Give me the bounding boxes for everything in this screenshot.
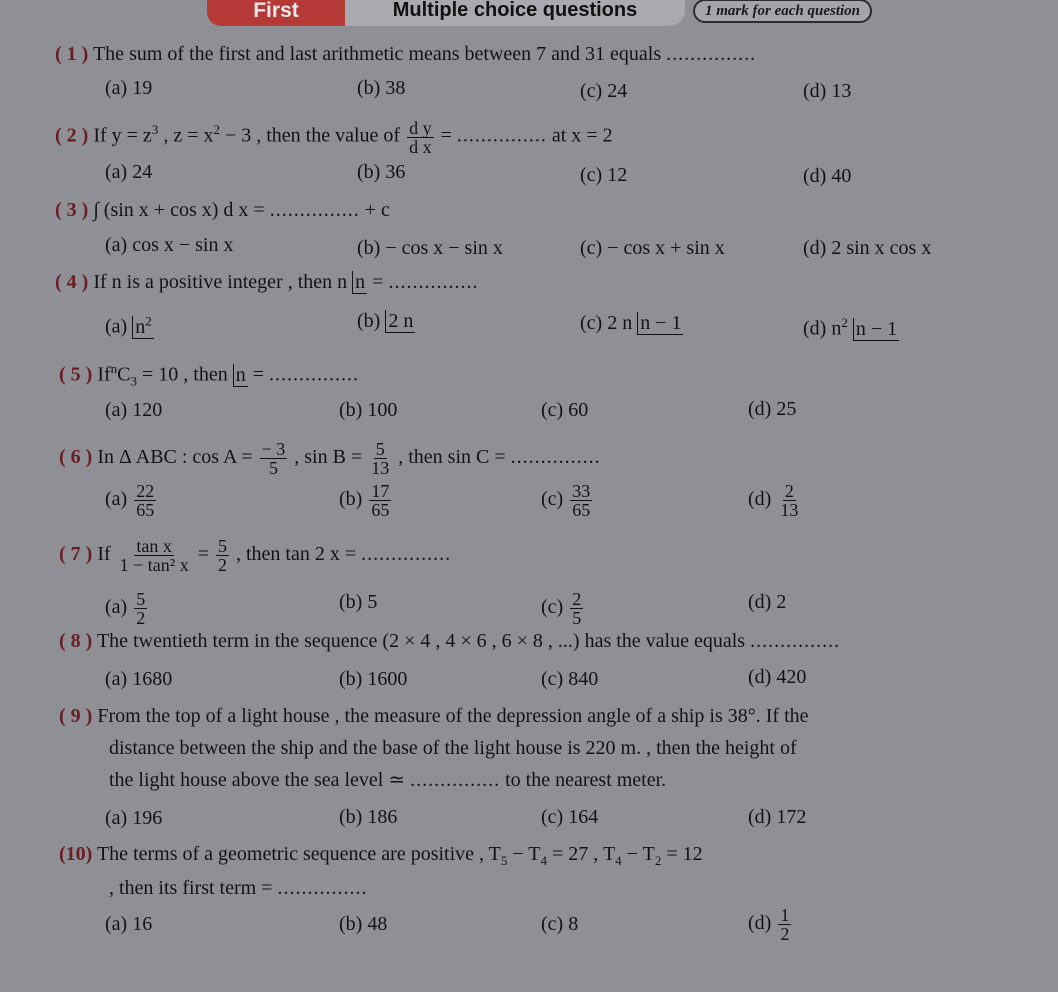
- answer-blank: ...............: [269, 199, 360, 221]
- subscript: 3: [130, 373, 137, 389]
- option-d[interactable]: [803, 311, 899, 341]
- option-label: (a): [105, 596, 128, 619]
- numerator: 5: [136, 589, 146, 609]
- answer-blank: ...............: [361, 543, 452, 566]
- option-d[interactable]: [748, 906, 793, 943]
- factorial: 2 n: [385, 310, 415, 333]
- answer-blank: ...............: [510, 446, 601, 469]
- section-title: Multiple choice questions: [345, 0, 685, 26]
- subscript: 5: [500, 853, 508, 868]
- factorial: n: [233, 364, 248, 387]
- question-text: If: [97, 363, 111, 386]
- numerator: − 3: [261, 439, 286, 459]
- option-d[interactable]: (d) 25: [748, 398, 797, 420]
- option-a[interactable]: (a) 196: [105, 807, 163, 829]
- question-text: In Δ ABC : cos A =: [97, 446, 253, 469]
- option-b[interactable]: (b) 48: [339, 913, 388, 935]
- option-c[interactable]: [541, 590, 585, 627]
- option-b[interactable]: (b) 186: [339, 806, 398, 828]
- denominator: 2: [780, 924, 790, 944]
- option-label: (d) n: [803, 317, 842, 340]
- option-a[interactable]: [105, 482, 158, 519]
- option-d[interactable]: (d) 2: [748, 591, 787, 613]
- option-c[interactable]: [580, 311, 683, 335]
- fraction: [134, 482, 156, 519]
- denominator: 1 − tan² x: [119, 555, 189, 575]
- denominator: 5: [572, 608, 582, 628]
- option-a[interactable]: [105, 309, 154, 339]
- question-text: to the nearest meter.: [505, 769, 667, 791]
- answer-blank: ...............: [269, 363, 359, 386]
- option-b[interactable]: (b) − cos x − sin x: [357, 237, 503, 259]
- denominator: 2: [217, 555, 227, 575]
- fraction: [134, 590, 147, 627]
- answer-blank: ...............: [666, 43, 757, 65]
- question-number: ( 8 ): [59, 630, 93, 652]
- option-c[interactable]: (c) 24: [580, 80, 628, 102]
- fraction: [369, 482, 391, 519]
- question-text: − T: [507, 843, 541, 865]
- fraction: [407, 119, 434, 156]
- option-label: (d): [748, 488, 772, 511]
- question-text: , z = x: [163, 124, 214, 147]
- fraction: [570, 590, 583, 627]
- exponent: 2: [841, 315, 848, 330]
- question-text: , then its first term =: [109, 877, 273, 899]
- question-9-line-3: [109, 768, 666, 792]
- option-a[interactable]: [105, 590, 149, 627]
- question-text: The twentieth term in the sequence (2 × 4 , 4 × 6 , 6 × 8 , ...) has the value equals: [96, 630, 746, 652]
- option-d[interactable]: [748, 482, 802, 519]
- question-text: ∫ (sin x + cos x) d x =: [93, 199, 265, 221]
- option-a[interactable]: (a) 19: [105, 77, 153, 99]
- base: n: [135, 315, 146, 338]
- fraction: [570, 482, 592, 519]
- section-label: First: [207, 0, 345, 26]
- option-d[interactable]: (d) 420: [748, 666, 807, 688]
- answer-blank: ...............: [410, 769, 501, 791]
- fraction: [778, 482, 800, 519]
- question-number: ( 1 ): [55, 43, 89, 65]
- option-label: (d): [748, 912, 772, 935]
- subscript: 4: [540, 853, 548, 868]
- denominator: 65: [572, 500, 591, 520]
- option-c[interactable]: (c) 840: [541, 668, 599, 690]
- question-5: [59, 357, 359, 394]
- option-a[interactable]: (a) cos x − sin x: [105, 234, 234, 256]
- question-text: = 27 , T: [547, 843, 616, 865]
- option-label: (a): [105, 315, 128, 338]
- option-c[interactable]: (c) 8: [541, 913, 579, 935]
- denominator: 13: [371, 458, 390, 478]
- denominator: 5: [268, 458, 278, 478]
- question-number: ( 7 ): [59, 543, 93, 566]
- denominator: 65: [136, 500, 155, 520]
- question-text: the light house above the sea level ≃: [109, 769, 406, 791]
- question-number: ( 4 ): [55, 271, 89, 293]
- question-text: , sin B =: [294, 446, 363, 469]
- question-text: C: [117, 363, 131, 386]
- denominator: 13: [780, 500, 799, 520]
- option-c[interactable]: (c) − cos x + sin x: [580, 237, 725, 259]
- option-b[interactable]: [339, 482, 393, 519]
- question-1: [55, 42, 756, 66]
- answer-blank: ...............: [277, 877, 368, 899]
- question-text: = 10 , then: [142, 363, 228, 386]
- option-c[interactable]: (c) 12: [580, 164, 628, 186]
- fraction: [260, 440, 288, 477]
- option-label: (c): [541, 596, 564, 619]
- exponent: 2: [213, 122, 220, 137]
- marks-note: 1 mark for each question: [693, 0, 872, 23]
- question-2: [55, 118, 613, 156]
- question-number: ( 9 ): [59, 705, 93, 727]
- question-text: From the top of a light house , the measure of the depression angle of a ship is 38°. If the: [97, 705, 809, 727]
- question-4: [55, 270, 478, 294]
- question-text: − 3 , then the value of: [224, 124, 401, 147]
- numerator: 17: [371, 481, 390, 501]
- option-b[interactable]: (b) 1600: [339, 668, 408, 690]
- option-b[interactable]: (b) 38: [357, 77, 406, 99]
- question-text: If y = z: [93, 124, 152, 147]
- factorial: n: [352, 271, 367, 294]
- subscript: 4: [615, 853, 622, 868]
- denominator: 65: [371, 500, 390, 520]
- fraction: [216, 537, 229, 574]
- question-number: ( 5 ): [59, 363, 93, 386]
- superscript: n: [110, 361, 118, 376]
- question-text: at x = 2: [546, 124, 613, 147]
- fraction: [118, 537, 191, 574]
- question-8: [59, 629, 840, 653]
- question-text: − T: [621, 843, 655, 865]
- numerator: 22: [136, 481, 155, 501]
- option-c[interactable]: [541, 482, 594, 519]
- numerator: 2: [784, 481, 794, 501]
- question-10: [59, 842, 703, 873]
- fraction: [369, 440, 391, 477]
- numerator: 33: [572, 481, 591, 501]
- question-text: If: [97, 543, 111, 566]
- question-number: (10): [59, 843, 93, 865]
- option-label: (b): [339, 488, 363, 511]
- question-10-line-2: [109, 876, 367, 900]
- numerator: tan x: [136, 536, 172, 556]
- question-text: The terms of a geometric sequence are positive , T: [96, 843, 501, 865]
- option-label: (c): [541, 488, 564, 511]
- option-b[interactable]: (b) 100: [339, 399, 398, 421]
- factorial: n − 1: [853, 318, 899, 341]
- option-c[interactable]: (c) 60: [541, 399, 589, 421]
- section-header: [207, 0, 872, 26]
- option-label: (a): [105, 488, 128, 511]
- question-number: ( 3 ): [55, 199, 89, 221]
- option-d[interactable]: (d) 13: [803, 80, 852, 102]
- subscript: 2: [654, 853, 662, 868]
- question-3: [55, 198, 390, 222]
- option-b[interactable]: [357, 309, 415, 333]
- factorial: n − 1: [637, 312, 683, 335]
- option-b[interactable]: (b) 36: [357, 161, 406, 183]
- question-text: , then sin C =: [398, 446, 506, 469]
- option-a[interactable]: (a) 120: [105, 399, 163, 421]
- answer-blank: ...............: [388, 271, 479, 293]
- exponent: 3: [151, 122, 159, 137]
- question-7: [59, 537, 451, 574]
- question-text: =: [372, 271, 384, 293]
- question-text: =: [440, 124, 457, 147]
- option-label: (c) 2 n: [580, 312, 633, 334]
- question-number: ( 2 ): [55, 124, 89, 147]
- factorial: [132, 313, 154, 339]
- numerator: 5: [217, 536, 227, 556]
- question-text: =: [252, 363, 264, 386]
- numerator: 1: [780, 905, 790, 925]
- denominator: 2: [136, 608, 146, 628]
- option-b[interactable]: (b) 5: [339, 591, 378, 613]
- option-c[interactable]: (c) 164: [541, 806, 599, 828]
- numerator: 5: [375, 439, 385, 459]
- option-a[interactable]: (a) 16: [105, 913, 153, 935]
- question-text: =: [197, 543, 209, 566]
- option-d[interactable]: (d) 2 sin x cos x: [803, 237, 932, 259]
- question-text: = 12: [661, 843, 703, 865]
- denominator: d x: [409, 136, 432, 157]
- question-6: [59, 440, 601, 477]
- option-d[interactable]: (d) 40: [803, 165, 852, 187]
- option-d[interactable]: (d) 172: [748, 806, 807, 828]
- question-text: The sum of the first and last arithmetic means between 7 and 31 equals: [92, 43, 662, 65]
- numerator: d y: [409, 117, 432, 138]
- question-text: , then tan 2 x =: [235, 543, 357, 566]
- answer-blank: ...............: [456, 124, 547, 147]
- question-number: ( 6 ): [59, 446, 93, 469]
- option-a[interactable]: (a) 24: [105, 161, 153, 183]
- fraction: [778, 906, 791, 943]
- question-text: + c: [364, 199, 390, 221]
- question-9: [59, 704, 809, 728]
- answer-blank: ...............: [750, 630, 841, 652]
- numerator: 2: [572, 589, 582, 609]
- question-9-line-2: distance between the ship and the base of the light house is 220 m. , then the height of: [109, 737, 797, 759]
- option-label: (b): [357, 310, 381, 332]
- option-a[interactable]: (a) 1680: [105, 668, 173, 690]
- question-text: If n is a positive integer , then n: [93, 271, 348, 293]
- exponent: 2: [145, 313, 152, 328]
